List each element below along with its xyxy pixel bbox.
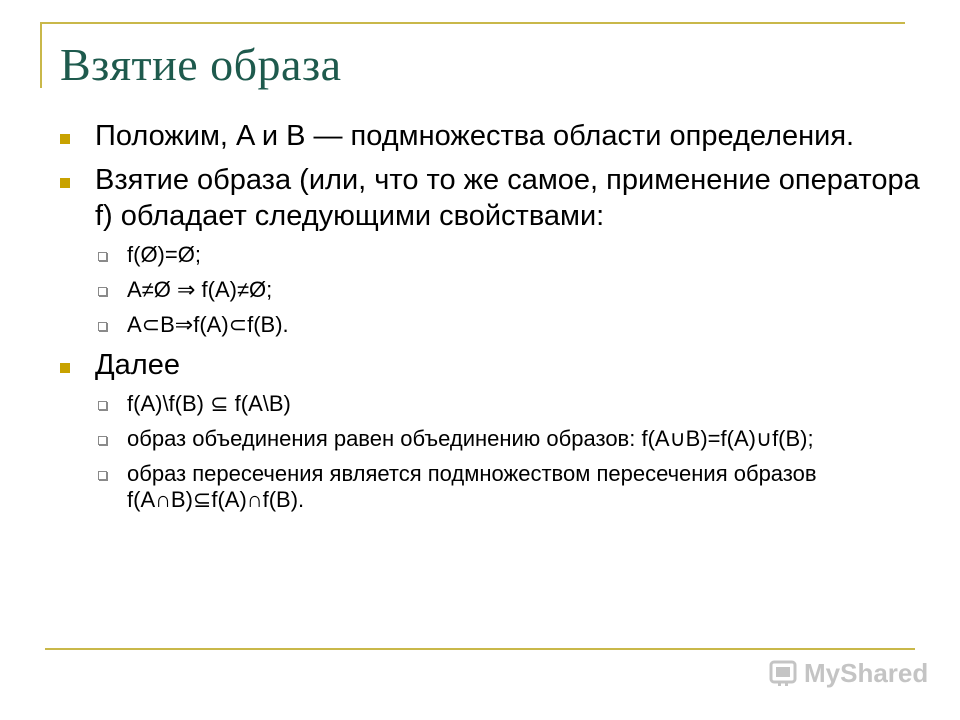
sub-bullet-item — [60, 277, 920, 303]
checkbox-bullet-icon — [98, 322, 107, 331]
myshared-watermark[interactable] — [768, 655, 928, 691]
sub-bullet-text: образ объединения равен объединению образов: f(A∪B)=f(A)∪f(B); — [127, 426, 814, 451]
sub-bullet-item — [60, 312, 920, 338]
frame-left-line — [40, 22, 42, 88]
square-bullet-icon — [60, 134, 70, 144]
square-bullet-icon — [60, 178, 70, 188]
checkbox-bullet-icon — [98, 252, 107, 261]
frame-bottom-line — [45, 648, 915, 650]
bullet-text: Далее — [95, 349, 180, 381]
bullet-text: Взятие образа (или, что то же самое, применение оператора f) обладает следующими свойствами: — [95, 164, 920, 232]
sub-bullet-text: A⊂B⇒f(A)⊂f(B). — [127, 312, 289, 337]
bullet-item — [60, 347, 920, 383]
sub-bullet-text: образ пересечения является подмножеством пересечения образов f(A∩B)⊆f(A)∩f(B). — [127, 461, 817, 512]
sub-bullet-text: f(A)\f(B) ⊆ f(A\B) — [127, 391, 291, 416]
slide-title: Взятие образа — [60, 39, 342, 90]
sub-bullet-item — [60, 242, 920, 268]
myshared-logo-icon — [768, 658, 798, 688]
checkbox-bullet-icon — [98, 287, 107, 296]
checkbox-bullet-icon — [98, 401, 107, 410]
sub-bullet-text: f(Ø)=Ø; — [127, 242, 201, 267]
sub-bullet-text: A≠Ø ⇒ f(A)≠Ø; — [127, 277, 273, 302]
square-bullet-icon — [60, 363, 70, 373]
bullet-item — [60, 118, 920, 154]
checkbox-bullet-icon — [98, 436, 107, 445]
bullet-item — [60, 162, 920, 234]
watermark-text: MyShared — [804, 657, 929, 688]
bullet-text: Положим, A и B — подмножества области определения. — [95, 120, 855, 152]
frame-top-line — [40, 22, 905, 24]
sub-bullet-item — [60, 391, 920, 417]
slide-content — [60, 118, 920, 522]
checkbox-bullet-icon — [98, 471, 107, 480]
sub-bullet-item — [60, 426, 920, 452]
sub-bullet-item — [60, 461, 920, 513]
